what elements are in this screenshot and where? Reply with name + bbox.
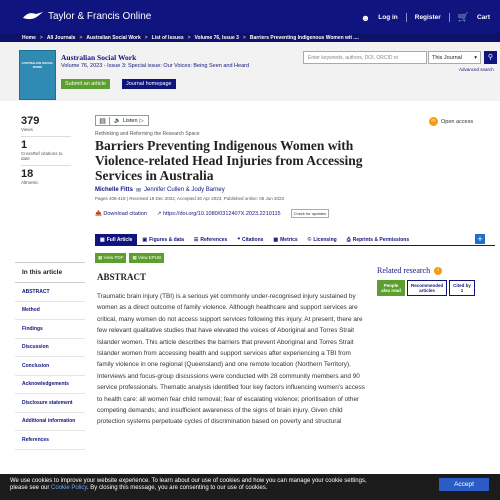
advanced-search-link[interactable]: Advanced search <box>459 67 494 72</box>
document-icon: ▦ <box>100 236 105 243</box>
article-toolbar <box>95 115 149 126</box>
tab-reprints[interactable] <box>342 234 414 245</box>
article-section: Rethinking and Reforming the Research Space <box>95 131 200 137</box>
metric-crossref[interactable] <box>21 139 71 161</box>
toc-item-discussion[interactable]: Discussion <box>15 339 85 358</box>
cart-link[interactable]: Cart <box>476 14 490 21</box>
toc-item-abstract[interactable]: ABSTRACT <box>15 283 85 302</box>
tab-label: Figures & data <box>149 236 184 243</box>
tab-label: Citations <box>242 236 264 243</box>
metric-value: 379 <box>21 115 40 127</box>
journal-cover[interactable] <box>19 50 56 100</box>
logo-bird-icon <box>22 10 44 22</box>
chevron-right-icon: > <box>79 34 83 41</box>
toc-item-acknowledgements[interactable]: Acknowledgements <box>15 376 85 395</box>
view-epub-label: View EPUB <box>138 255 162 260</box>
cookie-text: We use cookies to improve your website experience. To learn about our use of cookies and how you can manage your cookie settings, <box>10 478 367 484</box>
abstract-heading: ABSTRACT <box>97 272 147 282</box>
breadcrumb-home[interactable]: Home <box>22 34 36 41</box>
breadcrumb-current: Barriers Preventing Indigenous Women wit .... <box>249 34 359 41</box>
tab-references[interactable] <box>189 234 232 245</box>
journal-title[interactable]: Australian Social Work <box>61 53 137 62</box>
share-menu-icon[interactable]: ▤ <box>96 117 110 125</box>
journal-homepage-button[interactable]: Journal homepage <box>122 79 176 89</box>
article-title: Barriers Preventing Indigenous Women with Violence-related Head Injuries from Accessing Services in Australia <box>95 138 363 183</box>
abstract-text: Traumatic brain injury (TBI) is a serious yet commonly under-recognised injury sustained by women as a direct outcome of family violence. Although healthcare and support services are critical, many women do not access support services following this injury. At present, there are few relevant qualitative studies that have elevated the voices of Aboriginal and Torres Strait Islander women. This article describes the barriers that prevent Aboriginal and Torres Strait Islander women from accessing health and support services after experiencing a TBI from family violence in one regional (Queensland) and one remote location (Northern Territory). Interviews and focus-group discussions were conducted with 28 community members and 90 service professionals. Thematic analysis identified four key factors influencing women's access to health care: all women fear child removal; fear of escalating violence; prioritisation of other competing demands; and insufficient awareness of the signs of brain injury. Given child protection systems perpetuate cycles of discrimination based on poverty and structural <box>97 293 365 426</box>
tab-metrics[interactable] <box>268 234 302 245</box>
tab-full-article[interactable] <box>95 234 137 245</box>
cookie-policy-link[interactable]: Cookie Policy <box>51 485 87 491</box>
related-tabs <box>377 280 475 296</box>
chevron-right-icon: > <box>242 34 246 41</box>
metric-value: 1 <box>21 139 28 151</box>
toc-item-additional-info[interactable]: Additional information <box>15 413 85 432</box>
author-link[interactable]: Michelle Fitts <box>95 187 134 193</box>
related-research <box>377 266 442 275</box>
play-icon: ▷ <box>139 117 144 124</box>
listen-label: Listen <box>122 117 138 124</box>
breadcrumb <box>0 33 500 42</box>
breadcrumb-issues[interactable]: List of Issues <box>151 34 184 41</box>
toc-item-conclusion[interactable]: Conclusion <box>15 357 85 376</box>
author-list <box>95 187 225 194</box>
cookie-text-post: . By closing this message, you are consenting to our use of cookies. <box>86 485 268 491</box>
pdf-icon: ▦ <box>98 255 103 260</box>
breadcrumb-all-journals[interactable]: All Journals <box>46 34 76 41</box>
toc-heading: In this article <box>15 263 85 283</box>
search-button[interactable] <box>484 51 497 64</box>
article-links <box>95 209 329 218</box>
site-header <box>0 0 500 33</box>
printer-icon: ⎙ <box>346 236 351 243</box>
breadcrumb-journal[interactable]: Australian Social Work <box>86 34 141 41</box>
toc-item-disclosure[interactable]: Disclosure statement <box>15 394 85 413</box>
tab-people-also-read[interactable]: People also read <box>377 280 405 296</box>
tab-label: Full Article <box>106 236 133 243</box>
chevron-down-icon: ▾ <box>474 55 477 61</box>
info-icon[interactable]: i <box>434 267 442 275</box>
cookie-text-pre: please see our <box>10 485 52 491</box>
brand-name: Taylor & Francis Online <box>48 10 152 22</box>
view-pdf-label: View PDF <box>103 255 124 260</box>
tab-figures[interactable] <box>137 234 188 245</box>
journal-issue[interactable]: Volume 76, 2023 - Issue 3: Special issue: Our Voices: Being Seen and Heard <box>61 63 250 69</box>
chevron-right-icon: > <box>187 34 191 41</box>
related-heading: Related research <box>377 266 431 275</box>
nav-divider <box>406 13 407 22</box>
metric-views <box>21 115 71 132</box>
email-icon[interactable]: ✉ <box>136 188 142 194</box>
cover-title: AUSTRALIAN SOCIAL WORK <box>21 61 54 69</box>
open-access-badge <box>429 117 473 126</box>
tab-recommended[interactable]: Recommended articles <box>407 280 447 296</box>
speaker-icon: 🔈 <box>114 117 121 124</box>
submit-article-button[interactable]: Submit an article <box>61 79 110 89</box>
download-citation-label: Download citation <box>103 210 147 217</box>
check-updates-button[interactable]: Check for updates <box>291 209 329 218</box>
doi-label: https://doi.org/10.1080/0312407X.2023.2210115 <box>162 210 281 217</box>
publication-info: Pages 406-419 | Received 19 Dec 2022, Accepted 30 Apr 2023, Published online: 06 Jun 2023 <box>95 196 285 201</box>
list-icon: ☰ <box>193 236 199 243</box>
image-icon: ▣ <box>142 236 148 243</box>
author-link[interactable]: Jennifer Cullen & Jody Barney <box>144 187 225 193</box>
search-input[interactable]: Enter keywords, authors, DOI, ORCID et <box>303 51 427 64</box>
search-scope-select[interactable] <box>428 51 481 64</box>
toc-item-method[interactable]: Method <box>15 302 85 321</box>
listen-button[interactable] <box>110 118 148 124</box>
tab-cited-by[interactable]: Cited by 1 <box>449 280 475 296</box>
view-pdf-button[interactable] <box>95 253 126 263</box>
tab-label: References <box>200 236 228 243</box>
metric-label: Altmetric <box>21 180 39 185</box>
chevron-right-icon: > <box>39 34 43 41</box>
external-link-icon: ↗ <box>156 210 162 217</box>
tab-label: Reprints & Permissions <box>352 236 410 243</box>
epub-icon: ▦ <box>132 255 137 260</box>
open-access-label: Open access <box>441 118 474 125</box>
search-scope-value: This Journal <box>432 55 462 61</box>
login-link[interactable]: Log in <box>378 14 398 21</box>
metric-value: 18 <box>21 168 34 180</box>
doi-link[interactable] <box>157 211 281 217</box>
open-access-icon: ∞ <box>429 117 438 126</box>
divider <box>21 136 71 137</box>
nav-divider <box>449 13 450 22</box>
cart-icon: 🛒 <box>457 12 469 22</box>
accept-cookies-button[interactable]: Accept <box>439 478 489 491</box>
chevron-right-icon: > <box>144 34 148 41</box>
account-nav <box>361 12 490 23</box>
tab-label: Metrics <box>280 236 298 243</box>
cookie-banner <box>0 474 500 500</box>
toc-item-findings[interactable]: Findings <box>15 320 85 339</box>
cookie-text-line2 <box>10 485 490 492</box>
site-logo[interactable] <box>22 10 151 22</box>
metric-label: Views <box>21 127 33 132</box>
tab-label: Licensing <box>313 236 337 243</box>
download-buttons <box>95 253 164 263</box>
article-metrics <box>21 115 71 189</box>
register-link[interactable]: Register <box>414 14 441 21</box>
tab-citations[interactable] <box>232 234 268 245</box>
table-of-contents <box>15 262 85 450</box>
article-tabs <box>95 234 495 246</box>
quote-icon: ❝ <box>237 236 241 243</box>
expand-plus-icon[interactable]: + <box>475 234 485 244</box>
metric-label: CrossRef citations to date <box>21 151 63 161</box>
bar-chart-icon: ▩ <box>273 236 279 243</box>
user-icon: ☻ <box>360 12 371 23</box>
view-epub-button[interactable] <box>129 253 164 263</box>
breadcrumb-volume[interactable]: Volume 76, Issue 3 <box>194 34 239 41</box>
toc-item-references[interactable]: References <box>15 431 85 450</box>
download-citation-link[interactable]: 📥 Download citation <box>95 210 147 217</box>
copyright-icon: © <box>307 236 312 243</box>
search-icon: ⚲ <box>487 54 494 61</box>
divider <box>21 165 71 166</box>
tab-licensing[interactable] <box>303 234 342 245</box>
metric-altmetric[interactable] <box>21 168 71 185</box>
